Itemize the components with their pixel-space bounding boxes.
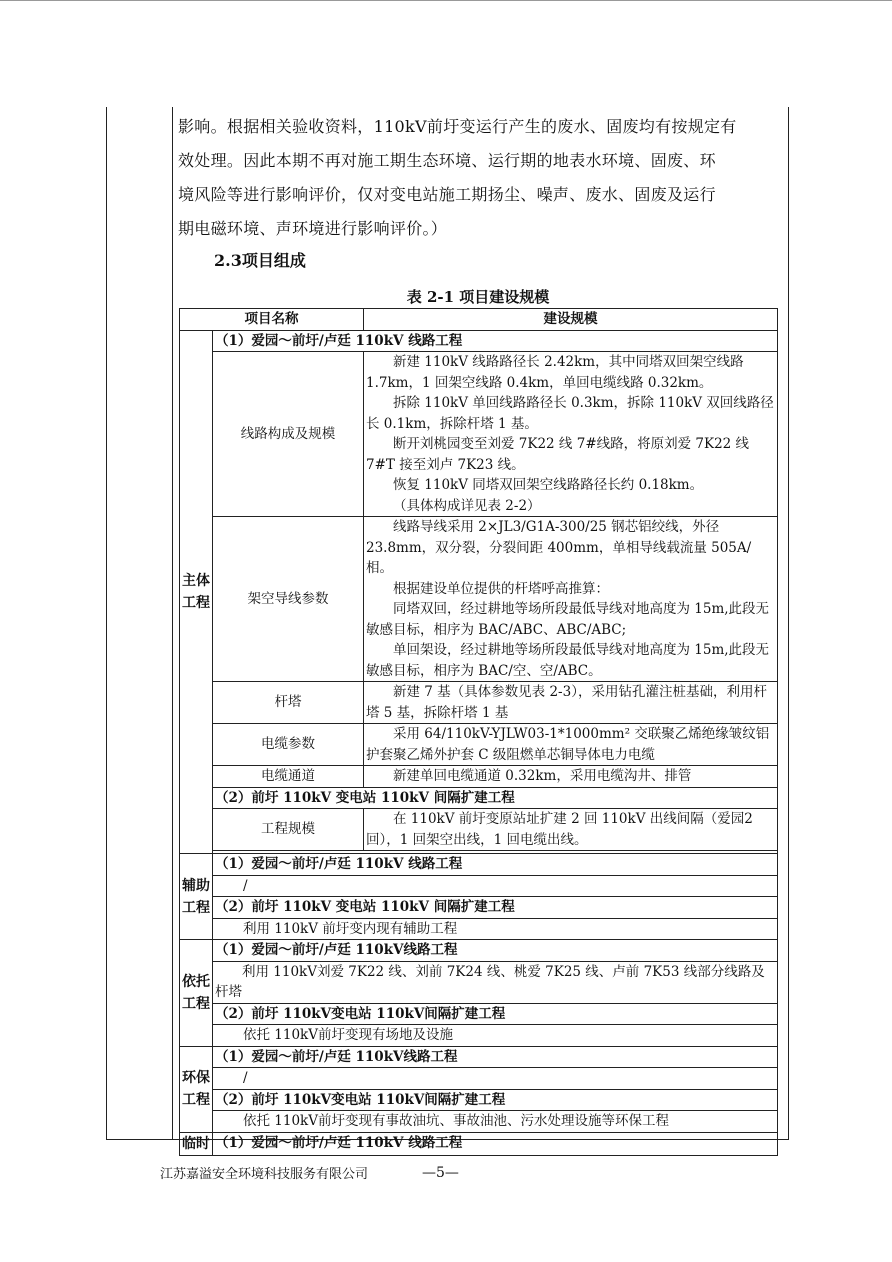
desc-line: 恢复 110kV 同塔双回架空线路路径长约 0.18km。 [393,477,704,493]
item-label: 杆塔 [213,682,364,724]
category-main: 主体工程 [180,330,213,854]
intro-paragraph [178,110,780,246]
table-row [180,682,778,724]
sub-title: （2）前圩 110kV 变电站 110kV 间隔扩建工程 [213,787,778,809]
sub-text: 依托 110kV前圩变现有场地及设施 [213,1025,778,1047]
category-temp: 临时 [180,1132,213,1155]
desc-line: 根据建设单位提供的杆塔呼高推算： [393,580,609,597]
sub-title: （1）爱园～前圩/卢廷 110kV 线路工程 [213,1132,778,1155]
sub-title: （1）爱园～前圩/卢廷 110kV 线路工程 [213,854,778,876]
desc-line: 新建 110kV 线路路径长 2.42km，其中同塔双回架空线路1.7km，1 回架空线路 0.4km，单回电缆线路 0.32km。 [366,354,744,391]
table-row [180,1089,778,1111]
desc-line: 利用 110kV刘爱 7K22 线、刘前 7K24 线、桃爱 7K25 线、卢前 7K53 线部分线路及杆塔 [215,963,765,1000]
sub-text: / [213,1068,778,1090]
item-desc [364,809,778,851]
header-construction-scale: 建设规模 [364,309,778,331]
desc-line: 拆除 110kV 单回线路路径长 0.3km，拆除 110kV 双回线路径长 0.1km，拆除杆塔 1 基。 [366,395,774,432]
table-row [180,352,778,517]
sub-text: / [213,875,778,897]
sub-text: 依托 110kV前圩变现有事故油坑、事故油池、污水处理设施等环保工程 [213,1111,778,1133]
sub-title: （2）前圩 110kV变电站 110kV间隔扩建工程 [213,1089,778,1111]
item-label: 线路构成及规模 [213,352,364,517]
intro-line: 影响。根据相关验收资料，110kV前圩变运行产生的废水、固废均有按规定有 [178,117,737,136]
table-row [180,1132,778,1155]
item-desc [364,352,778,517]
item-desc [364,517,778,682]
table-row [180,961,778,1003]
desc-line: 采用 64/110kV-YJLW03-1*1000mm² 交联聚乙烯绝缘皱纹铝护套聚乙烯外护套 C 级阻燃单芯铜导体电力电缆 [366,726,770,763]
table-header-row [180,309,778,331]
category-aux: 辅助工程 [180,854,213,940]
table-row [180,875,778,897]
page-number: —5— [422,1165,459,1181]
sub-title: （1）爱园～前圩/卢廷 110kV线路工程 [213,1046,778,1068]
table-row [180,854,778,876]
desc-line: 新建单回电缆通道 0.32km，采用电缆沟井、排管 [393,768,692,784]
table-row [180,897,778,919]
table-row [180,1003,778,1025]
table-row [180,724,778,766]
item-label: 架空导线参数 [213,517,364,682]
item-desc [364,682,778,724]
table-row [180,940,778,962]
table-row [180,787,778,809]
item-label: 电缆通道 [213,766,364,788]
table-caption: 表 2-1 项目建设规模 [406,288,550,306]
table-row [180,1068,778,1090]
item-desc [364,724,778,766]
category-env: 环保工程 [180,1046,213,1132]
table-row [180,1046,778,1068]
sub-text: 利用 110kV 前圩变内现有辅助工程 [213,918,778,940]
table-row [180,1111,778,1133]
desc-line: 单回架设，经过耕地等场所段最低导线对地高度为 15m,此段无敏感目标，相序为 BAC/空、空/ABC。 [366,642,770,679]
item-label: 工程规模 [213,809,364,851]
page-top-rule [0,0,892,1]
table-row [180,766,778,788]
header-project-name: 项目名称 [180,309,364,331]
footer-company: 江苏嘉溢安全环境科技服务有限公司 [160,1167,369,1182]
project-scale-table [179,308,778,1156]
sub-title: （2）前圩 110kV变电站 110kV间隔扩建工程 [213,1003,778,1025]
table-row [180,517,778,682]
item-label: 电缆参数 [213,724,364,766]
sub-title: （1）爱园～前圩/卢廷 110kV线路工程 [213,940,778,962]
intro-line: 效处理。因此本期不再对施工期生态环境、运行期的地表水环境、固废、环 [178,151,716,170]
desc-line: 线路导线采用 2×JL3/G1A-300/25 钢芯铝绞线，外径23.8mm，双分裂，分裂间距 400mm，单相导线载流量 505A/相。 [366,519,752,576]
desc-line: 在 110kV 前圩变原站址扩建 2 回 110kV 出线间隔（爱园2 回），1 回架空出线，1 回电缆出线。 [366,811,753,848]
sub-title: （2）前圩 110kV 变电站 110kV 间隔扩建工程 [213,897,778,919]
table-row [180,809,778,851]
table-row [180,1025,778,1047]
category-rely: 依托工程 [180,940,213,1047]
table-row [180,330,778,352]
desc-line: 同塔双回，经过耕地等场所段最低导线对地高度为 15m,此段无敏感目标，相序为 BAC/ABC、ABC/ABC; [366,601,770,638]
desc-line: 断开刘桃园变至刘爱 7K22 线 7#线路，将原刘爱 7K22 线 7#T 接至刘卢 7K23 线。 [366,436,750,473]
intro-line: 期电磁环境、声环境进行影响评价。） [178,219,448,238]
intro-line: 境风险等进行影响评价，仅对变电站施工期扬尘、噪声、废水、固废及运行 [178,185,716,204]
form-left-column-divider [172,107,173,1139]
sub-title: （1）爱园～前圩/卢廷 110kV 线路工程 [213,330,778,352]
table-row [180,918,778,940]
desc-line: （具体构成详见表 2-2） [393,497,541,514]
section-title: 2.3项目组成 [214,251,306,270]
item-desc [364,766,778,788]
desc-line: 新建 7 基（具体参数见表 2-3），采用钻孔灌注桩基础，利用杆塔 5 基，拆除杆塔 1 基 [366,684,767,721]
sub-text [213,961,778,1003]
